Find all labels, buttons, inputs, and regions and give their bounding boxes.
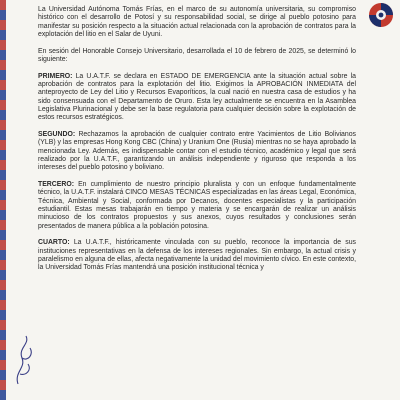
university-seal-icon: [368, 2, 394, 28]
paragraph-session: En sesión del Honorable Consejo Universitario, desarrollada el 10 de febrero de 2025, se determinó lo siguiente:: [38, 47, 356, 63]
paragraph-tercero: TERCERO: En cumplimiento de nuestro principio pluralista y con un enfoque fundamentalmente técnico, la U.A.T.F. instalará CINCO MESAS TÉCNICAS especializadas en las áreas Legal, Económica, Técnica, Ambiental y Social, conformada por Decanos, docentes especialistas y la participación estudiantil. Estas mesas trabajarán en tiempo y materia y se encargarán de realizar un análisis minucioso de los contratos propuestos y sus anexos, cuyos resultados y conclusiones serán presentados de manera pública a la población potosina.: [38, 181, 356, 230]
paragraph-cuarto: CUARTO: La U.A.T.F., históricamente vinculada con su pueblo, reconoce la importancia de sus instituciones representativas en la defensa de los intereses regionales. Sin embargo, la actual crisis y paralelismo en alguna de ellas, afecta negativamente la unidad del movimiento cívico. En este contexto, la Universidad Tomás Frías mantendrá una posición institucional técnica y: [38, 239, 356, 272]
statement-body: [38, 6, 356, 281]
paragraph-segundo: SEGUNDO: Rechazamos la aprobación de cualquier contrato entre Yacimientos de Litio Bolivianos (YLB) y las empresas Hong Kong CBC (China) y Uranium One (Rusia) mientras no se haya aprobado la mencionada Ley. Además, es indispensable contar con el estudio técnico, académico y legal que será realizado por la U.A.T.F., garantizando un análisis independiente y riguroso que responda a los intereses del pueblo potosino y boliviano.: [38, 131, 356, 172]
tricolor-edge-stripe: [0, 0, 6, 400]
paragraph-intro: La Universidad Autónoma Tomás Frías, en el marco de su autonomía universitaria, su compromiso histórico con el desarrollo de Potosí y su responsabilidad social, se dirige al pueblo potosino para manifestar su posición respecto a la situación actual relacionada con la aprobación de contratos para la explotación del litio en el Salar de Uyuni.: [38, 6, 356, 38]
paragraph-primero: PRIMERO: La U.A.T.F. se declara en ESTADO DE EMERGENCIA ante la situación actual sobre la aprobación de contratos para la explotación del litio. Exigimos la APROBACIÓN INMEDIATA del anteproyecto de Ley del Litio y Recursos Evaporíticos, la cual nació en nuestra casa de estudios y ha sido consensuada con el Departamento de Oruro. Esta ley actualmente se encuentra en la Asamblea Legislativa Plurinacional y debe ser la base regulatoria para cualquier decisión sobre la explotación de estos recursos estratégicos.: [38, 72, 356, 122]
handwritten-signature-icon: [12, 328, 40, 390]
